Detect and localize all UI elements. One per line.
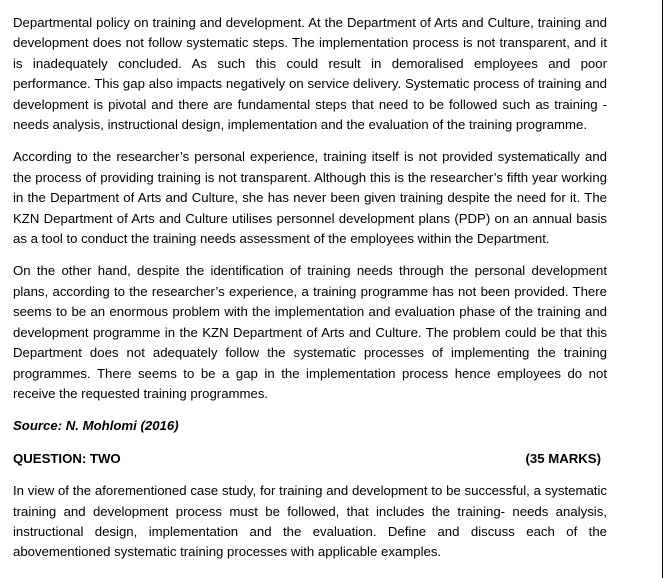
case-study-paragraph-2: According to the researcher’s personal experience, training itself is not provided systematically and the process of providing training is not transparent. Although this is the researcher’s fifth year working in the Department of Arts and Culture, she has never been given training despite the need for it. The KZN Department of Arts and Culture utilises personnel development plans (PDP) on an annual basis as a tool to conduct the training needs assessment of the employees within the Department. [13,149,607,247]
case-study-paragraph-1: Departmental policy on training and development. At the Department of Arts and Culture, training and development does not follow systematic steps. The implementation process is not transparent, and it is inadequately concluded. As such this could result in demoralised employees and poor performance. This gap also impacts negatively on service delivery. Systematic process of training and development is pivotal and there are fundamental steps that need to be followed such as training - needs analysis, instructional design, implementation and the evaluation of the training programme. [13,15,607,133]
source-citation: Source: N. Mohlomi (2016) [13,418,179,434]
page-edge-line [662,0,663,578]
case-study-paragraph-3: On the other hand, despite the identification of training needs through the personal development plans, according to the researcher’s experience, a training programme has not been provided. There seems to be an enormous problem with the implementation and evaluation phase of the training and development programme in the KZN Department of Arts and Culture. The problem could be that this Department does not adequately follow the systematic processes of implementing the training programmes. There seems to be a gap in the implementation process hence employees do not receive the requested training programmes. [13,263,607,401]
question-label: QUESTION: TWO [13,450,121,466]
question-marks: (35 MARKS) [525,450,601,466]
document-page [13,13,607,575]
question-text: In view of the aforementioned case study, for training and development to be successful, a systematic training and development process must be followed, that includes the training- needs analysis, instructional design, implementation and the evaluation. Define and discuss each of the abovementioned systematic training processes with applicable examples. [13,483,607,560]
question-header [13,449,607,469]
